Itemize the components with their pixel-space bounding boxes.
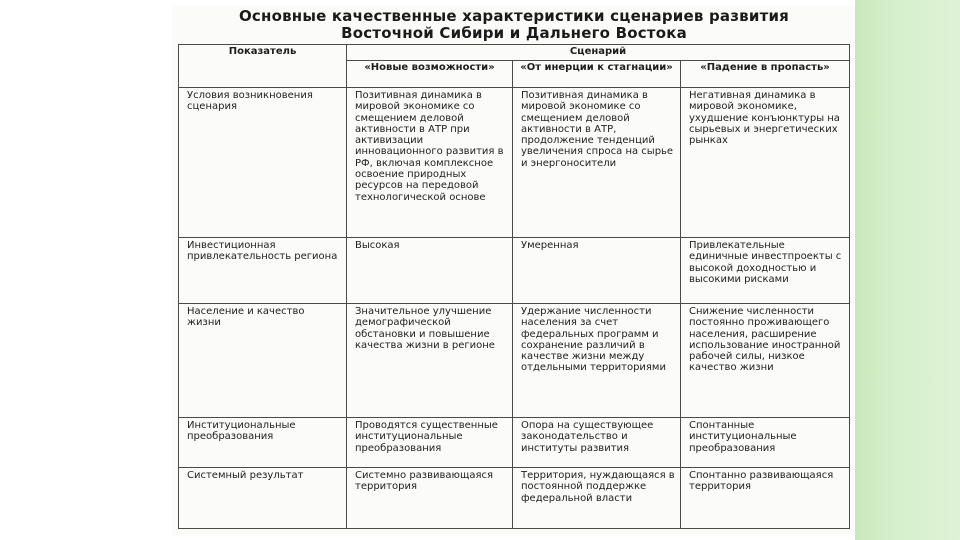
header-scenario-1: «Новые возможности» bbox=[347, 61, 513, 88]
row-indicator: Население и качество жизни bbox=[179, 304, 347, 418]
table-cell: Территория, нуждающаяся в постоянной поддержке федеральной власти bbox=[513, 468, 681, 529]
table-cell: Позитивная динамика в мировой экономике со смещением деловой активности в АТР, продолжение тенденций увеличения спроса на сырье и энергоносители bbox=[513, 88, 681, 238]
row-indicator: Условия возникновения сценария bbox=[179, 88, 347, 238]
table-row bbox=[179, 88, 850, 238]
table-cell: Проводятся существенные институциональные преобразования bbox=[347, 418, 513, 468]
row-indicator: Инвестиционная привлекательность региона bbox=[179, 238, 347, 304]
header-scenario-3: «Падение в пропасть» bbox=[681, 61, 850, 88]
table-cell: Значительное улучшение демографической обстановки и повышение качества жизни в регионе bbox=[347, 304, 513, 418]
table-row bbox=[179, 304, 850, 418]
title-line-2: Восточной Сибири и Дальнего Востока bbox=[341, 24, 687, 42]
row-indicator: Системный результат bbox=[179, 468, 347, 529]
table-cell: Привлекательные единичные инвестпроекты с высокой доходностью и высокими рисками bbox=[681, 238, 850, 304]
table-cell: Удержание численности населения за счет федеральных программ и сохранение различий в качестве жизни между отдельными территориями bbox=[513, 304, 681, 418]
table-cell: Снижение численности постоянно проживающего населения, расширение использование иностранной рабочей силы, низкое качество жизни bbox=[681, 304, 850, 418]
table-row bbox=[179, 418, 850, 468]
table-cell: Системно развивающаяся территория bbox=[347, 468, 513, 529]
table-cell: Спонтанные институциональные преобразования bbox=[681, 418, 850, 468]
table-cell: Негативная динамика в мировой экономике, ухудшение конъюнктуры на сырьевых и энергетических рынках bbox=[681, 88, 850, 238]
header-row bbox=[179, 45, 850, 61]
table-cell: Опора на существующее законодательство и институты развития bbox=[513, 418, 681, 468]
table-row bbox=[179, 468, 850, 529]
title-line-1: Основные качественные характеристики сценариев развития bbox=[238, 7, 790, 25]
header-scenario: Сценарий bbox=[347, 45, 850, 61]
row-indicator: Институциональные преобразования bbox=[179, 418, 347, 468]
table-row bbox=[179, 238, 850, 304]
table-cell: Высокая bbox=[347, 238, 513, 304]
table-cell: Позитивная динамика в мировой экономике со смещением деловой активности в АТР при активизации инновационного развития в РФ, включая комплексное освоение природных ресурсов на передовой технологической основе bbox=[347, 88, 513, 238]
table-cell: Умеренная bbox=[513, 238, 681, 304]
decorative-side-bar bbox=[855, 0, 960, 540]
header-indicator: Показатель bbox=[179, 45, 347, 88]
document-title bbox=[180, 8, 848, 42]
table-cell: Спонтанно развивающаяся территория bbox=[681, 468, 850, 529]
header-scenario-2: «От инерции к стагнации» bbox=[513, 61, 681, 88]
scenario-table bbox=[178, 44, 850, 529]
